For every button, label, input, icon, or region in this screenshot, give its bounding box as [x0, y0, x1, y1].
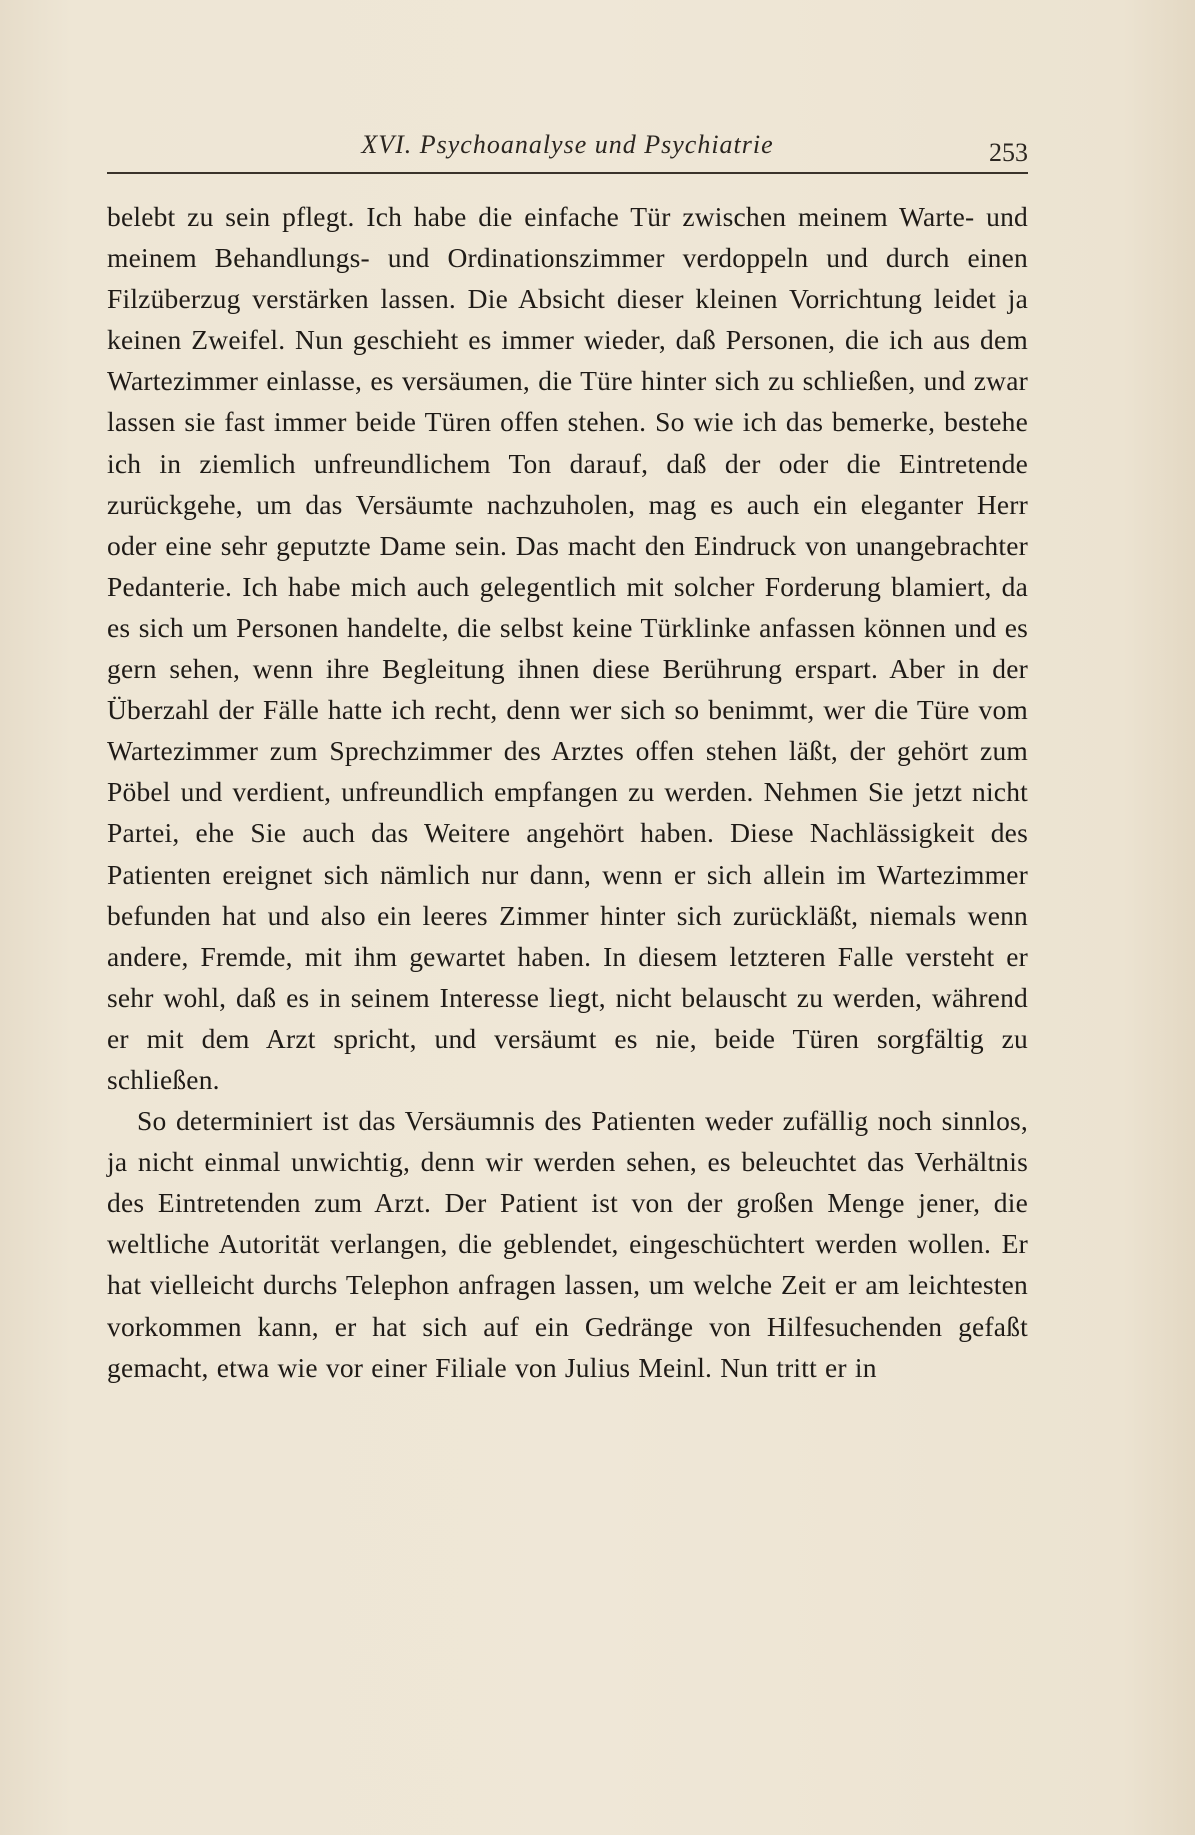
- body-text: [107, 196, 1028, 1388]
- paragraph-2: So determiniert ist das Versäumnis des Patienten weder zufällig noch sinnlos, ja nicht einmal unwichtig, denn wir werden sehen, es beleuchtet das Verhältnis des Eintretenden zum Arzt. Der Patient ist von der großen Menge jener, die weltliche Autorität verlangen, die geblendet, eingeschüchtert werden wollen. Er hat vielleicht durchs Telephon anfragen lassen, um welche Zeit er am leichtesten vorkommen kann, er hat sich auf ein Gedränge von Hilfesuchenden gefaßt gemacht, etwa wie vor einer Filiale von Julius Meinl. Nun tritt er in: [107, 1105, 1028, 1383]
- running-head: XVI. Psychoanalyse und Psychiatrie: [361, 130, 774, 159]
- header-rule: [107, 172, 1028, 174]
- page-header: [107, 124, 1028, 170]
- page-number: 253: [989, 138, 1028, 167]
- paragraph-1: belebt zu sein pflegt. Ich habe die einfache Tür zwischen meinem Warte- und meinem Behandlungs- und Ordinationszimmer verdoppeln und durch einen Filzüberzug verstärken lassen. Die Absicht dieser kleinen Vorrichtung leidet ja keinen Zweifel. Nun geschieht es immer wieder, daß Personen, die ich aus dem Wartezimmer einlasse, es versäumen, die Türe hinter sich zu schließen, und zwar lassen sie fast immer beide Türen offen stehen. So wie ich das bemerke, bestehe ich in ziemlich unfreundlichem Ton darauf, daß der oder die Eintretende zurückgehe, um das Versäumte nachzuholen, mag es auch ein eleganter Herr oder eine sehr geputzte Dame sein. Das macht den Eindruck von unangebrachter Pedanterie. Ich habe mich auch gelegentlich mit solcher Forderung blamiert, da es sich um Personen handelte, die selbst keine Türklinke anfassen können und es gern sehen, wenn ihre Begleitung ihnen diese Berührung erspart. Aber in der Überzahl der Fälle hatte ich recht, denn wer sich so benimmt, wer die Türe vom Wartezimmer zum Sprechzimmer des Arztes offen stehen läßt, der gehört zum Pöbel und verdient, unfreundlich empfangen zu werden. Nehmen Sie jetzt nicht Partei, ehe Sie auch das Weitere angehört haben. Diese Nachlässigkeit des Patienten ereignet sich nämlich nur dann, wenn er sich allein im Wartezimmer befunden hat und also ein leeres Zimmer hinter sich zurückläßt, niemals wenn andere, Fremde, mit ihm gewartet haben. In diesem letzteren Falle versteht er sehr wohl, daß es in seinem Interesse liegt, nicht belauscht zu werden, während er mit dem Arzt spricht, und versäumt es nie, beide Türen sorgfältig zu schließen.: [107, 201, 1028, 1095]
